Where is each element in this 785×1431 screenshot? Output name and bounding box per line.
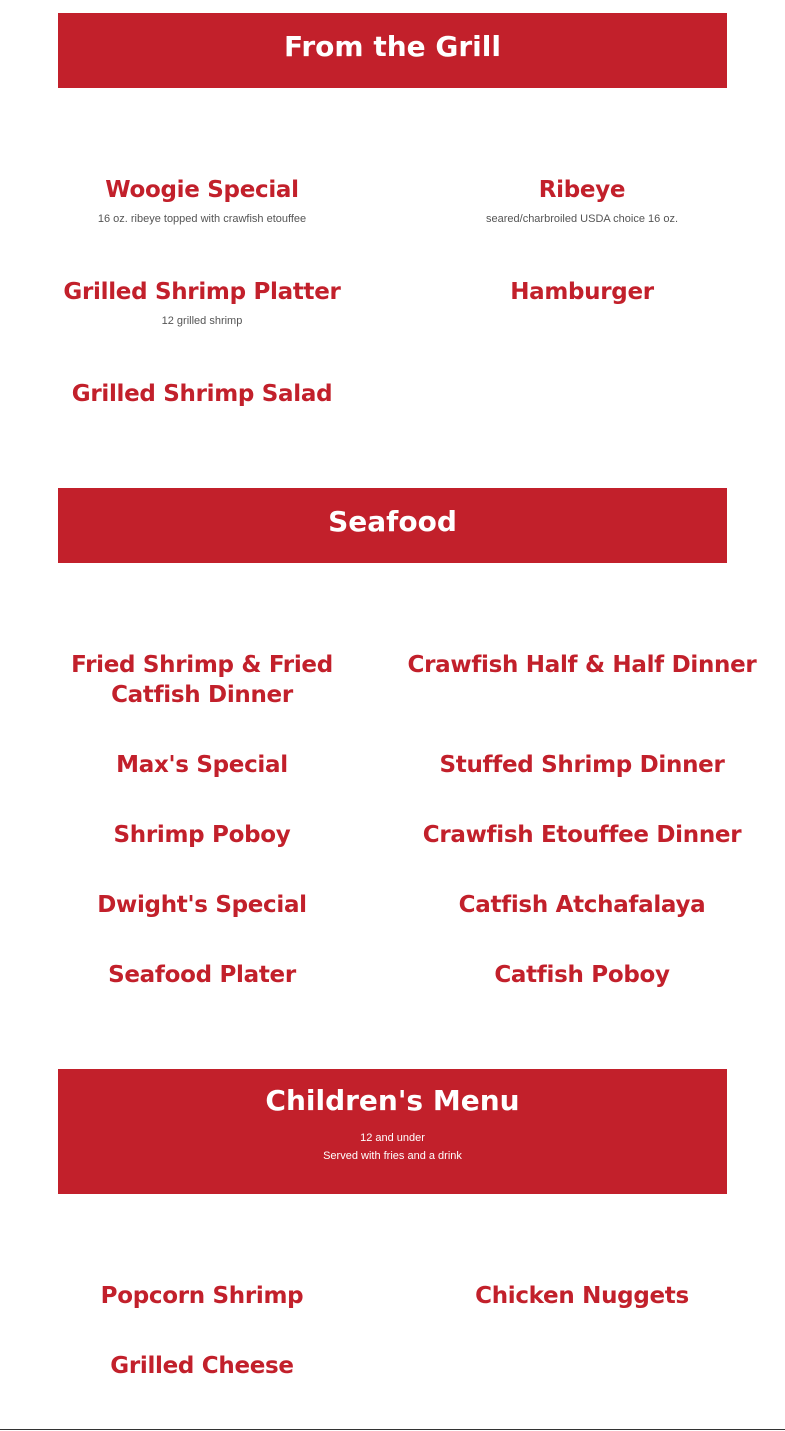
menu-item-grilled-cheese [12,1351,392,1381]
menu-item-catfish-poboy [392,960,772,990]
menu-item-description: seared/charbroiled USDA choice 16 oz. [486,213,678,225]
menu-item-maxs-special [12,750,392,780]
menu-item-name: Stuffed Shrimp Dinner [439,752,725,778]
menu-item-hamburger [392,277,772,307]
menu-item-name: Dwight's Special [97,892,307,918]
menu-item-crawfish-half-half-dinner [392,650,772,680]
menu-item-seafood-plater [12,960,392,990]
section-subtitle-served-with: Served with fries and a drink [323,1150,462,1162]
menu-item-catfish-atchafalaya [392,890,772,920]
menu-item-name: Fried Shrimp & Fried Catfish Dinner [71,652,333,708]
menu-item-name: Seafood Plater [108,962,296,988]
menu-item-stuffed-shrimp-dinner [392,750,772,780]
menu-item-name: Hamburger [510,279,654,305]
menu-item-name: Catfish Atchafalaya [458,892,706,918]
menu-item-ribeye [392,175,772,226]
section-title-childrens-menu: Children's Menu [265,1084,520,1117]
menu-item-fried-shrimp-catfish-dinner [12,650,392,710]
menu-item-popcorn-shrimp [12,1281,392,1311]
menu-item-crawfish-etouffee-dinner [392,820,772,850]
page-bottom-divider [0,1429,785,1430]
menu-item-name: Crawfish Half & Half Dinner [407,652,757,678]
menu-item-name: Woogie Special [105,177,299,203]
menu-item-name: Chicken Nuggets [475,1283,689,1309]
menu-item-grilled-shrimp-salad [12,379,392,409]
menu-item-name: Crawfish Etouffee Dinner [422,822,742,848]
menu-item-description: 12 grilled shrimp [161,315,243,327]
section-header-grill [58,13,727,88]
section-header-seafood [58,488,727,563]
menu-item-name: Popcorn Shrimp [100,1283,304,1309]
section-title-grill: From the Grill [284,30,501,63]
menu-item-name: Shrimp Poboy [113,822,291,848]
menu-item-description: 16 oz. ribeye topped with crawfish etouffee [97,213,307,225]
menu-item-chicken-nuggets [392,1281,772,1311]
menu-item-grilled-shrimp-platter [12,277,392,328]
menu-item-name: Grilled Shrimp Salad [71,381,333,407]
menu-item-dwights-special [12,890,392,920]
menu-item-name: Max's Special [116,752,288,778]
section-title-seafood: Seafood [328,505,457,538]
menu-item-name: Grilled Shrimp Platter [63,279,341,305]
section-subtitle-age: 12 and under [360,1132,425,1144]
menu-item-woogie-special [12,175,392,226]
menu-item-name: Grilled Cheese [110,1353,294,1379]
menu-item-shrimp-poboy [12,820,392,850]
section-header-childrens-menu [58,1069,727,1194]
menu-item-name: Ribeye [538,177,626,203]
menu-item-name: Catfish Poboy [494,962,670,988]
